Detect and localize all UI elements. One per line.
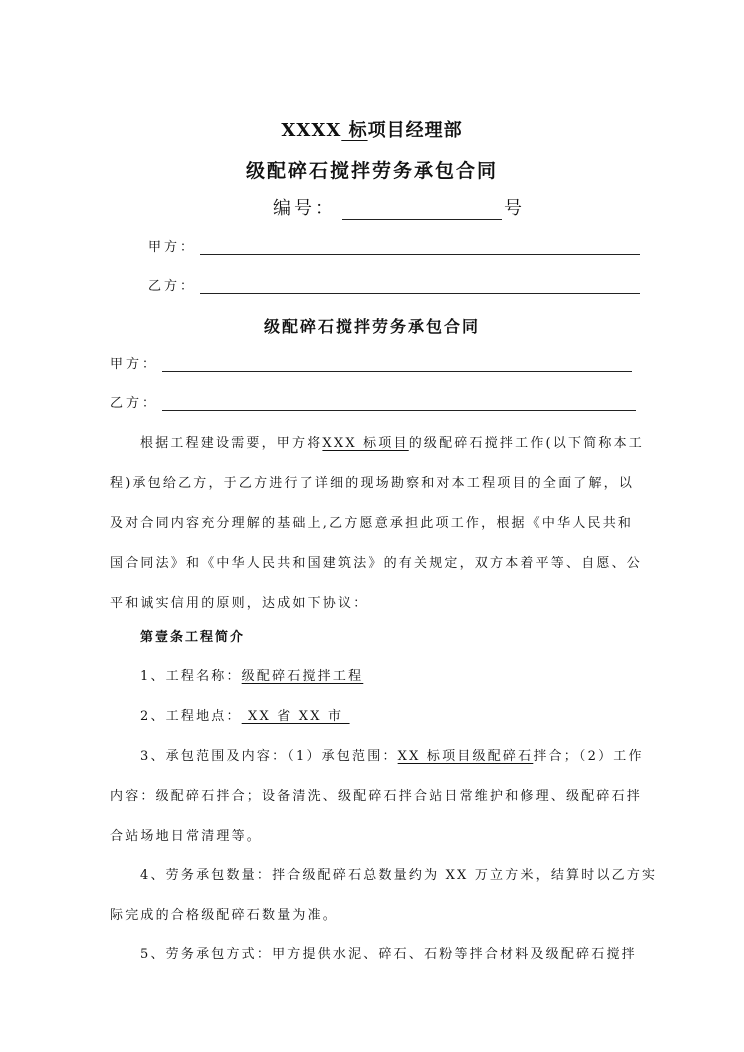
party-a-label: 甲方： — [110, 357, 159, 372]
title-prefix: XXXX — [281, 120, 342, 141]
intro-text: 根据工程建设需要，甲方将 — [140, 436, 323, 451]
section-1-heading: 第壹条工程简介 — [140, 630, 246, 645]
body-party-a — [110, 353, 632, 372]
project-location-value: XX 省 XX 市 — [241, 709, 350, 724]
intro-text: 的级配碎石搅拌工作(以下简称本工 — [408, 436, 644, 451]
party-b-label: 乙方： — [110, 396, 159, 411]
item-label: 2、工程地点： — [140, 709, 242, 724]
party-a-label: 甲方： — [148, 240, 197, 255]
contract-title: 级配碎石搅拌劳务承包合同 — [245, 160, 498, 182]
intro-line-5: 平和诚实信用的原则，达成如下协议： — [110, 596, 369, 611]
party-b-field[interactable] — [200, 279, 640, 294]
contract-number-field[interactable] — [342, 199, 502, 220]
title-suffix: 项目经理部 — [367, 120, 463, 141]
contract-number-row — [273, 194, 525, 220]
project-name-underlined: XXX 标项目 — [322, 436, 409, 451]
title-underlined: 标 — [341, 120, 368, 141]
item-1 — [140, 665, 363, 684]
scope-underlined: XX 标项目级配碎石 — [397, 749, 534, 764]
project-name-value: 级配碎石搅拌工程 — [241, 669, 364, 684]
item-text: 3、承包范围及内容：（1）承包范围： — [140, 749, 398, 764]
department-title — [0, 116, 744, 142]
cover-party-a — [148, 236, 640, 255]
item-label: 1、工程名称： — [140, 669, 242, 684]
body-contract-title: 级配碎石搅拌劳务承包合同 — [263, 317, 480, 336]
item-3-line-3: 合站场地日常清理等。 — [110, 829, 263, 844]
body-party-b — [110, 392, 636, 411]
intro-line-1 — [140, 432, 644, 451]
item-3-line-1 — [140, 745, 644, 764]
item-4-line-2: 际完成的合格级配碎石数量为准。 — [110, 908, 339, 923]
party-a-field[interactable] — [200, 240, 640, 255]
intro-line-4: 国合同法》和《中华人民共和国建筑法》的有关规定，双方本着平等、自愿、公 — [110, 556, 643, 571]
intro-line-2: 程)承包给乙方，于乙方进行了详细的现场勘察和对本工程项目的全面了解，以 — [110, 476, 635, 491]
item-5-line-1: 5、劳务承包方式：甲方提供水泥、碎石、石粉等拌合材料及级配碎石搅拌 — [140, 947, 637, 962]
party-b-label: 乙方： — [148, 279, 197, 294]
item-2 — [140, 705, 350, 724]
item-3-line-2: 内容：级配碎石拌合；设备清洗、级配碎石拌合站日常维护和修理、级配碎石拌 — [110, 789, 643, 804]
number-suffix: 号 — [504, 198, 525, 219]
item-4-line-1: 4、劳务承包数量：拌合级配碎石总数量约为 XX 万立方米，结算时以乙方实 — [140, 868, 658, 883]
item-text: 拌合；（2）工作 — [533, 749, 644, 764]
party-a-field[interactable] — [162, 357, 632, 372]
party-b-field[interactable] — [162, 396, 636, 411]
intro-line-3: 及对合同内容充分理解的基础上,乙方愿意承担此项工作，根据《中华人民共和 — [110, 516, 634, 531]
number-label: 编号： — [273, 198, 336, 219]
cover-party-b — [148, 275, 640, 294]
